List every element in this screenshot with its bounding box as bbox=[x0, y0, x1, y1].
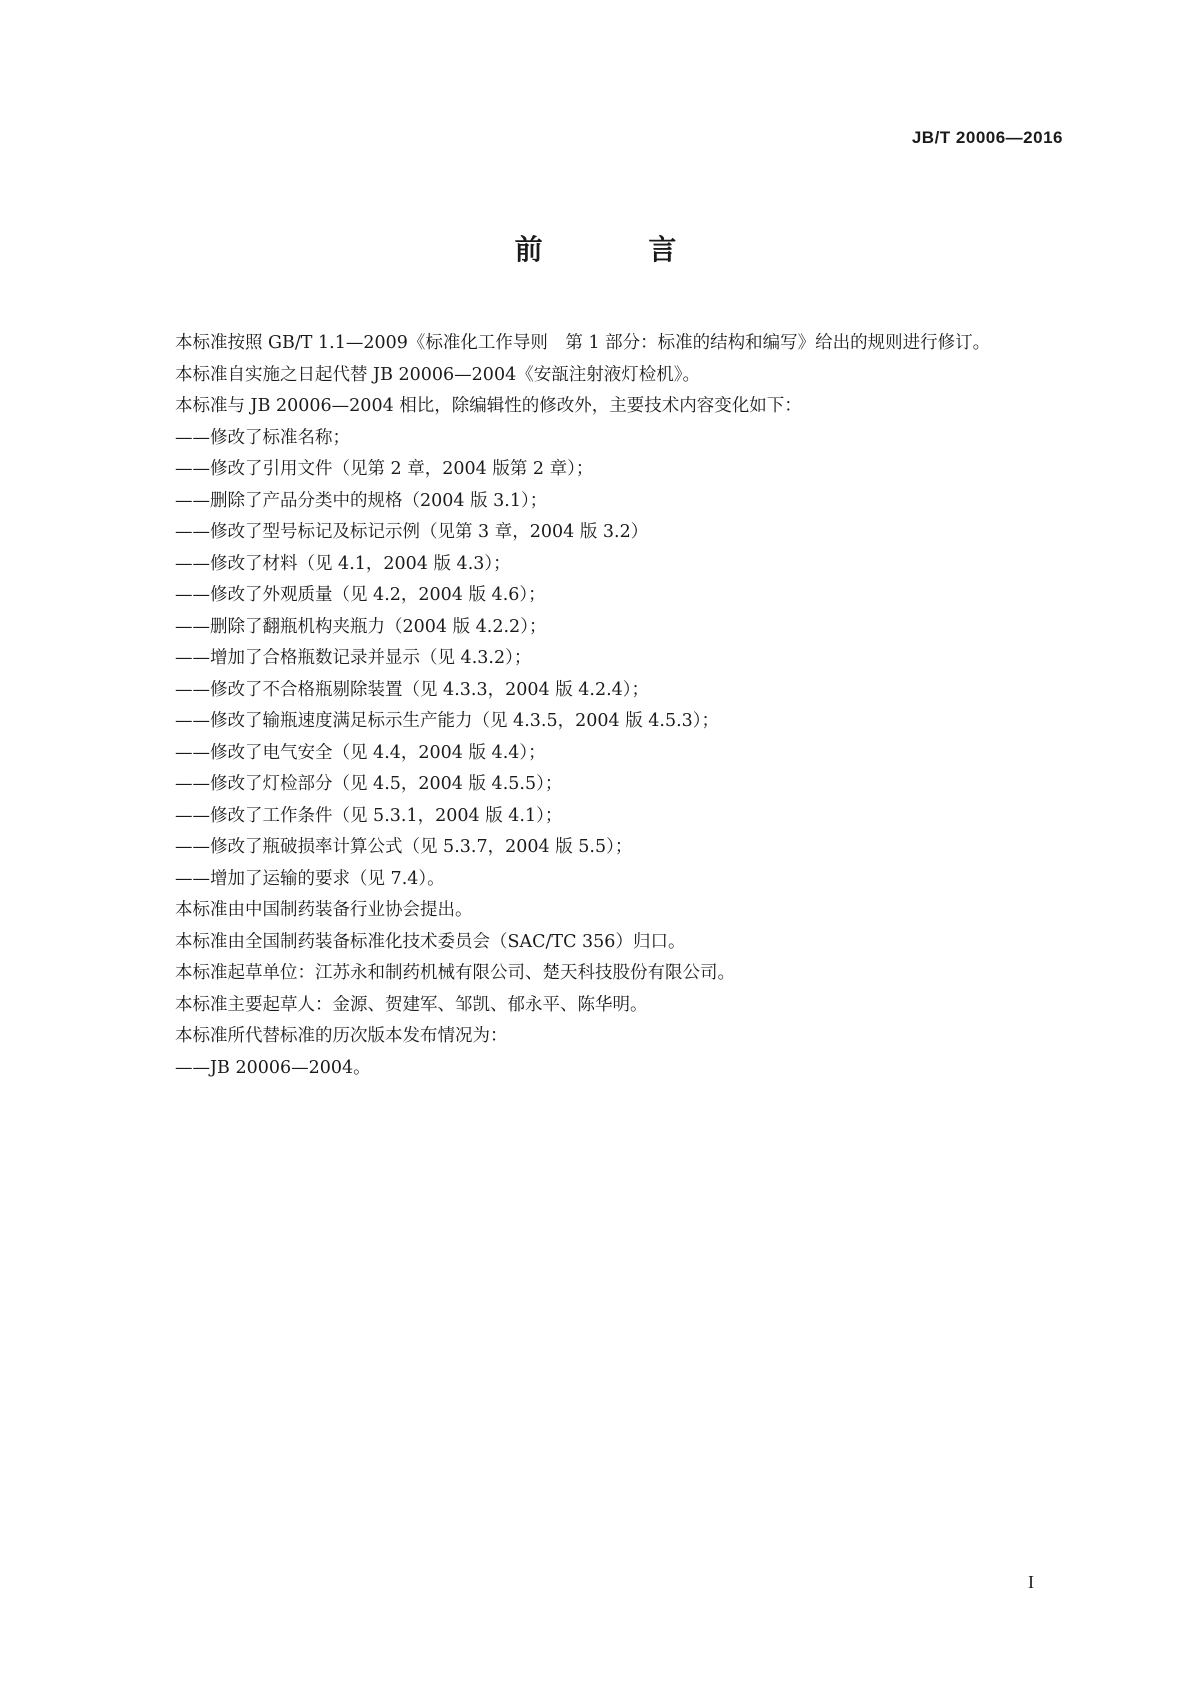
history-item: ——JB 20006—2004。 bbox=[175, 1057, 371, 1078]
change-item: ——修改了型号标记及标记示例（见第 3 章，2004 版 3.2） bbox=[175, 522, 649, 542]
intro-paragraph: 本标准自实施之日起代替 JB 20006—2004《安瓿注射液灯检机》。 bbox=[175, 364, 700, 385]
closing-paragraph: 本标准由全国制药装备标准化技术委员会（SAC/TC 356）归口。 bbox=[175, 931, 686, 952]
change-item: ——删除了产品分类中的规格（2004 版 3.1）； bbox=[175, 490, 548, 511]
change-item: ——修改了外观质量（见 4.2，2004 版 4.6）； bbox=[175, 585, 546, 605]
change-item: ——删除了翻瓶机构夹瓶力（2004 版 4.2.2）； bbox=[175, 616, 547, 637]
standard-number: JB/T 20006—2016 bbox=[911, 128, 1063, 147]
change-item: ——修改了电气安全（见 4.4，2004 版 4.4）； bbox=[175, 742, 546, 763]
closing-paragraph: 本标准起草单位：江苏永和制药机械有限公司、楚天科技股份有限公司。 bbox=[175, 963, 735, 983]
change-item: ——修改了灯检部分（见 4.5，2004 版 4.5.5）； bbox=[175, 774, 563, 794]
change-item: ——修改了不合格瓶剔除装置（见 4.3.3，2004 版 4.2.4）； bbox=[175, 679, 650, 700]
change-item: ——修改了标准名称； bbox=[175, 427, 350, 448]
intro-paragraph: 本标准与 JB 20006—2004 相比，除编辑性的修改外，主要技术内容变化如下： bbox=[175, 396, 802, 416]
change-item: ——修改了引用文件（见第 2 章，2004 版第 2 章）； bbox=[175, 459, 594, 479]
foreword-body bbox=[122, 328, 1062, 1084]
change-item: ——修改了输瓶速度满足标示生产能力（见 4.3.5，2004 版 4.5.3）； bbox=[175, 711, 720, 731]
change-item: ——修改了瓶破损率计算公式（见 5.3.7，2004 版 5.5）； bbox=[175, 837, 633, 857]
page-title: 前 言 bbox=[514, 233, 725, 266]
closing-paragraph: 本标准由中国制药装备行业协会提出。 bbox=[175, 900, 473, 920]
closing-paragraph: 本标准所代替标准的历次版本发布情况为： bbox=[175, 1026, 508, 1046]
change-item: ——修改了工作条件（见 5.3.1，2004 版 4.1）； bbox=[175, 805, 563, 826]
page-number: I bbox=[1028, 1572, 1034, 1592]
change-item: ——增加了运输的要求（见 7.4）。 bbox=[175, 868, 445, 889]
closing-paragraph: 本标准主要起草人：金源、贺建军、邹凯、郁永平、陈华明。 bbox=[175, 994, 648, 1015]
change-item: ——修改了材料（见 4.1，2004 版 4.3）； bbox=[175, 553, 511, 574]
intro-paragraph: 本标准按照 GB/T 1.1—2009《标准化工作导则 第 1 部分：标准的结构和编写》给出的规则进行修订。 bbox=[175, 333, 991, 353]
change-item: ——增加了合格瓶数记录并显示（见 4.3.2）； bbox=[175, 648, 532, 668]
